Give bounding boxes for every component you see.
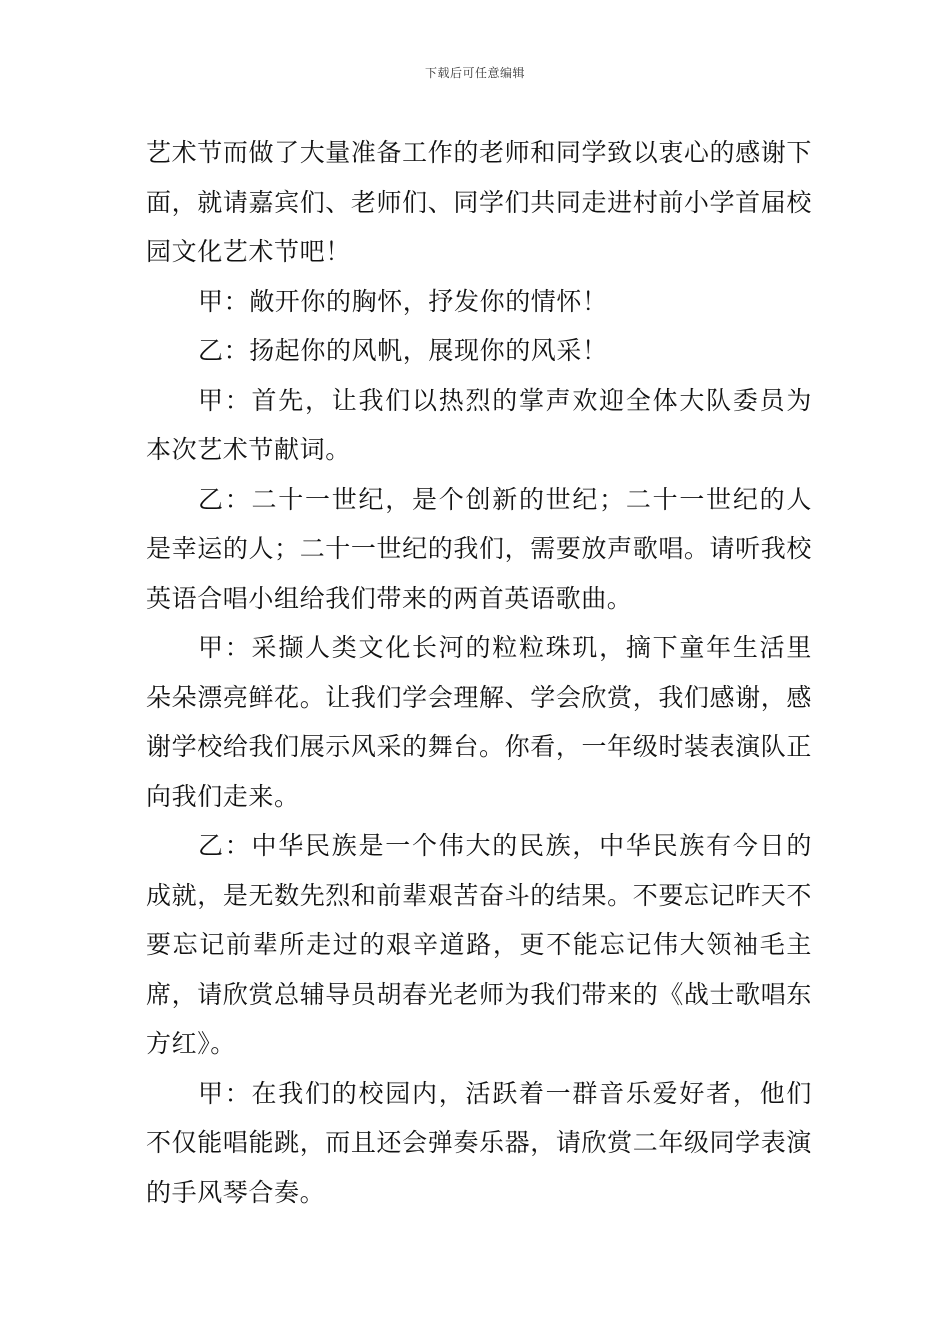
page-header-note: 下载后可任意编辑	[424, 66, 525, 80]
paragraph-jia-3: 甲：采撷人类文化长河的粒粒珠玑，摘下童年生活里朵朵漂亮鲜花。让我们学会理解、学会欣赏，我们感谢，感谢学校给我们展示风采的舞台。你看，一年级时装表演队正向我们走来。	[146, 633, 812, 811]
paragraph-continuation: 艺术节而做了大量准备工作的老师和同学致以衷心的感谢下面，就请嘉宾们、老师们、同学们共同走进村前小学首届校园文化艺术节吧！	[146, 138, 812, 266]
paragraph-yi-3: 乙：中华民族是一个伟大的民族，中华民族有今日的成就，是无数先烈和前辈艰苦奋斗的结果。不要忘记昨天不要忘记前辈所走过的艰辛道路，更不能忘记伟大领袖毛主席，请欣赏总辅导员胡春光老师为我们带来的《战士歌唱东方红》。	[146, 831, 812, 1058]
paragraph-yi-2: 乙：二十一世纪，是个创新的世纪；二十一世纪的人是幸运的人；二十一世纪的我们，需要放声歌唱。请听我校英语合唱小组给我们带来的两首英语歌曲。	[146, 484, 812, 613]
paragraph-jia-1: 甲：敞开你的胸怀，抒发你的情怀！	[198, 286, 608, 316]
document-body	[146, 128, 812, 1217]
paragraph-jia-2: 甲：首先，让我们以热烈的掌声欢迎全体大队委员为本次艺术节献词。	[146, 385, 812, 464]
paragraph-jia-4: 甲：在我们的校园内，活跃着一群音乐爱好者，他们不仅能唱能跳，而且还会弹奏乐器，请欣赏二年级同学表演的手风琴合奏。	[146, 1078, 812, 1207]
paragraph-yi-1: 乙：扬起你的风帆，展现你的风采！	[198, 336, 608, 365]
